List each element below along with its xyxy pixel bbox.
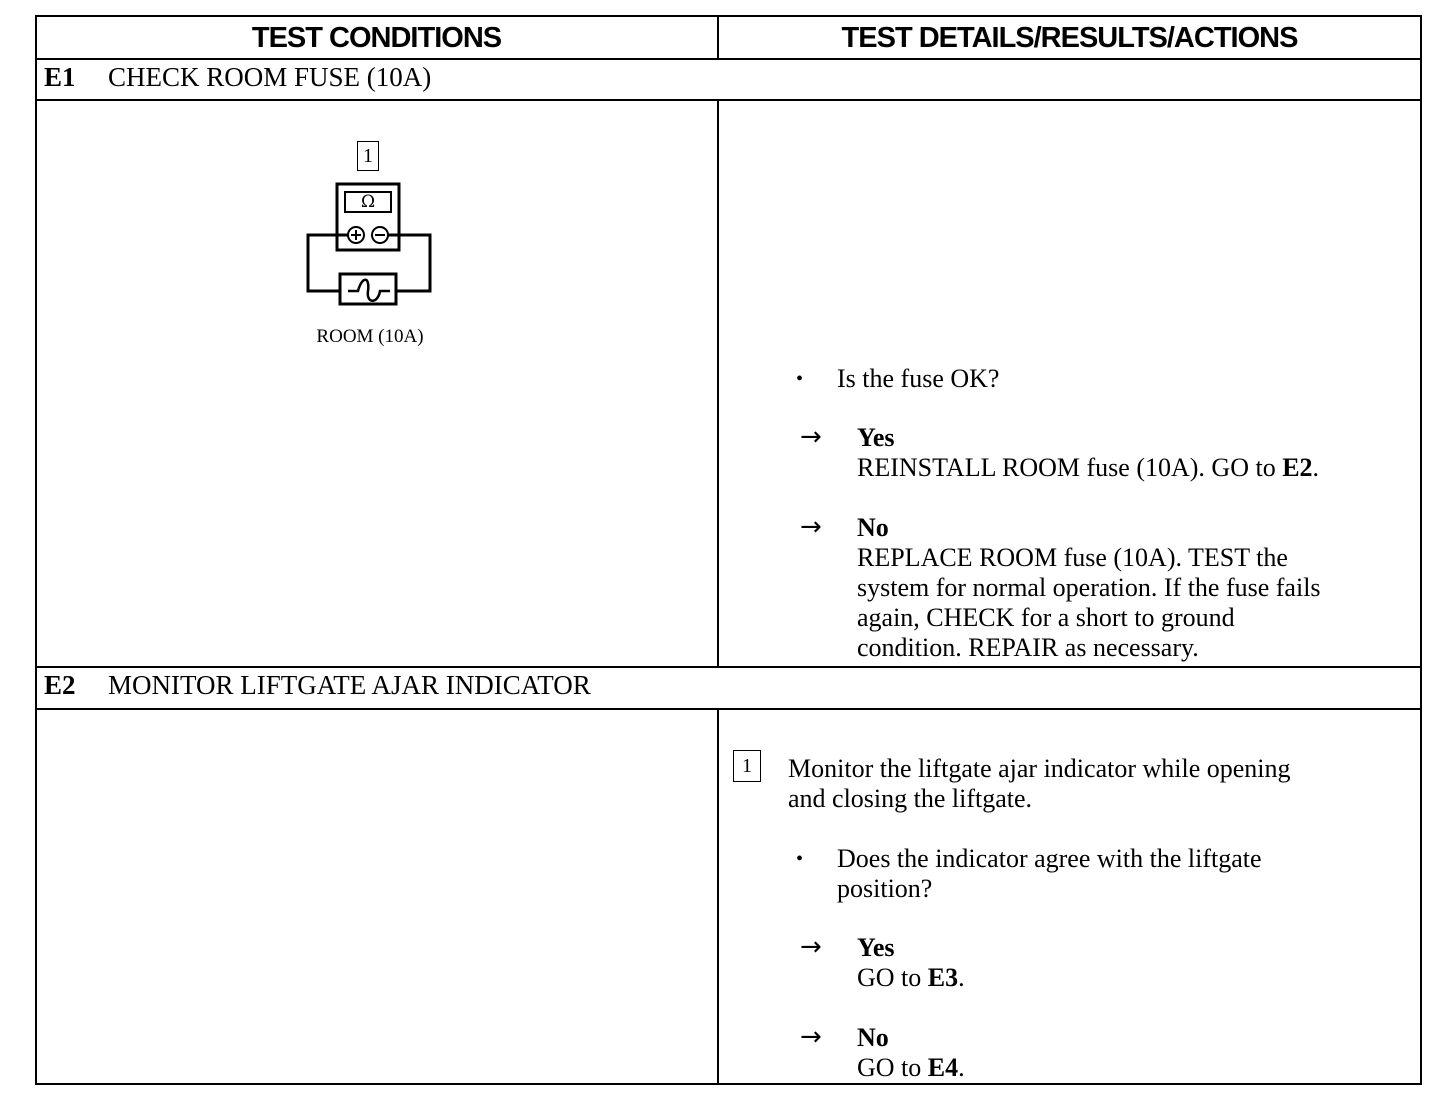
e2-no-action (857, 1053, 965, 1083)
step-e1-title-row (44, 62, 431, 93)
e1-no-line: condition. REPAIR as necessary. (857, 633, 1199, 662)
e1-question: Is the fuse OK? (837, 364, 1000, 393)
header-test-conditions: TEST CONDITIONS (251, 21, 502, 54)
meter-ohm-symbol: Ω (360, 192, 376, 212)
e1-no-label: No (857, 513, 889, 542)
e2-no-label: No (857, 1023, 889, 1052)
step-e1-id: E1 (44, 62, 76, 92)
e1-yes-label: Yes (857, 423, 895, 452)
diagram-step-number: 1 (357, 141, 379, 171)
e1-yes-arrow-icon: → (800, 422, 822, 452)
e2-yes-suffix: . (958, 963, 965, 992)
step-e1-title: CHECK ROOM FUSE (10A) (108, 62, 432, 92)
step-e2-title-row (44, 670, 591, 701)
e1-no-action (857, 543, 1321, 663)
e1-yes-suffix: . (1312, 453, 1320, 482)
e1-yes-action-text: REINSTALL ROOM fuse (10A). GO to (857, 453, 1283, 482)
e1-title-rule (36, 99, 1422, 101)
e2-yes-prefix: GO to (857, 963, 928, 992)
e2-yes-arrow-icon: → (800, 932, 822, 962)
e2-yes-target: E3 (927, 963, 959, 992)
e2-instruction (788, 754, 1291, 814)
e1-no-line: again, CHECK for a short to ground (857, 603, 1235, 632)
e1-yes-action (857, 453, 1319, 483)
e2-no-target: E4 (927, 1053, 959, 1082)
step-e2-title: MONITOR LIFTGATE AJAR INDICATOR (108, 670, 591, 700)
step-e2-id: E2 (44, 670, 76, 700)
e2-yes-label: Yes (857, 933, 895, 962)
e2-no-prefix: GO to (857, 1053, 928, 1082)
e1-no-line: system for normal operation. If the fuse fails (857, 573, 1321, 602)
e2-question (837, 844, 1262, 904)
e1-yes-target: E2 (1282, 453, 1313, 482)
e1-column-divider (717, 99, 719, 667)
header-test-details: TEST DETAILS/RESULTS/ACTIONS (841, 21, 1298, 54)
e2-instruction-line: Monitor the liftgate ajar indicator while opening (788, 754, 1291, 783)
e2-column-divider (717, 708, 719, 1085)
e2-question-bullet: • (796, 848, 804, 870)
e2-no-arrow-icon: → (800, 1022, 822, 1052)
e2-instruction-number: 1 (733, 750, 761, 782)
e2-question-line: Does the indicator agree with the liftgate (837, 844, 1262, 873)
table-border-top (36, 15, 1422, 17)
table-border-bottom (36, 1083, 1422, 1085)
header-rule (36, 58, 1422, 60)
table-border-right (1420, 15, 1422, 1085)
fuse-label: ROOM (10A) (316, 326, 424, 347)
e2-question-line: position? (837, 874, 933, 903)
e2-instruction-line: and closing the liftgate. (788, 784, 1033, 813)
e2-no-suffix: . (958, 1053, 965, 1082)
table-border-left (35, 15, 37, 1085)
e1-question-bullet: • (796, 368, 804, 390)
e2-yes-action (857, 963, 965, 993)
e1-no-line: REPLACE ROOM fuse (10A). TEST the (857, 543, 1288, 572)
e1-no-arrow-icon: → (800, 512, 822, 542)
e2-title-top-rule (36, 666, 1422, 668)
e2-title-rule (36, 708, 1422, 710)
